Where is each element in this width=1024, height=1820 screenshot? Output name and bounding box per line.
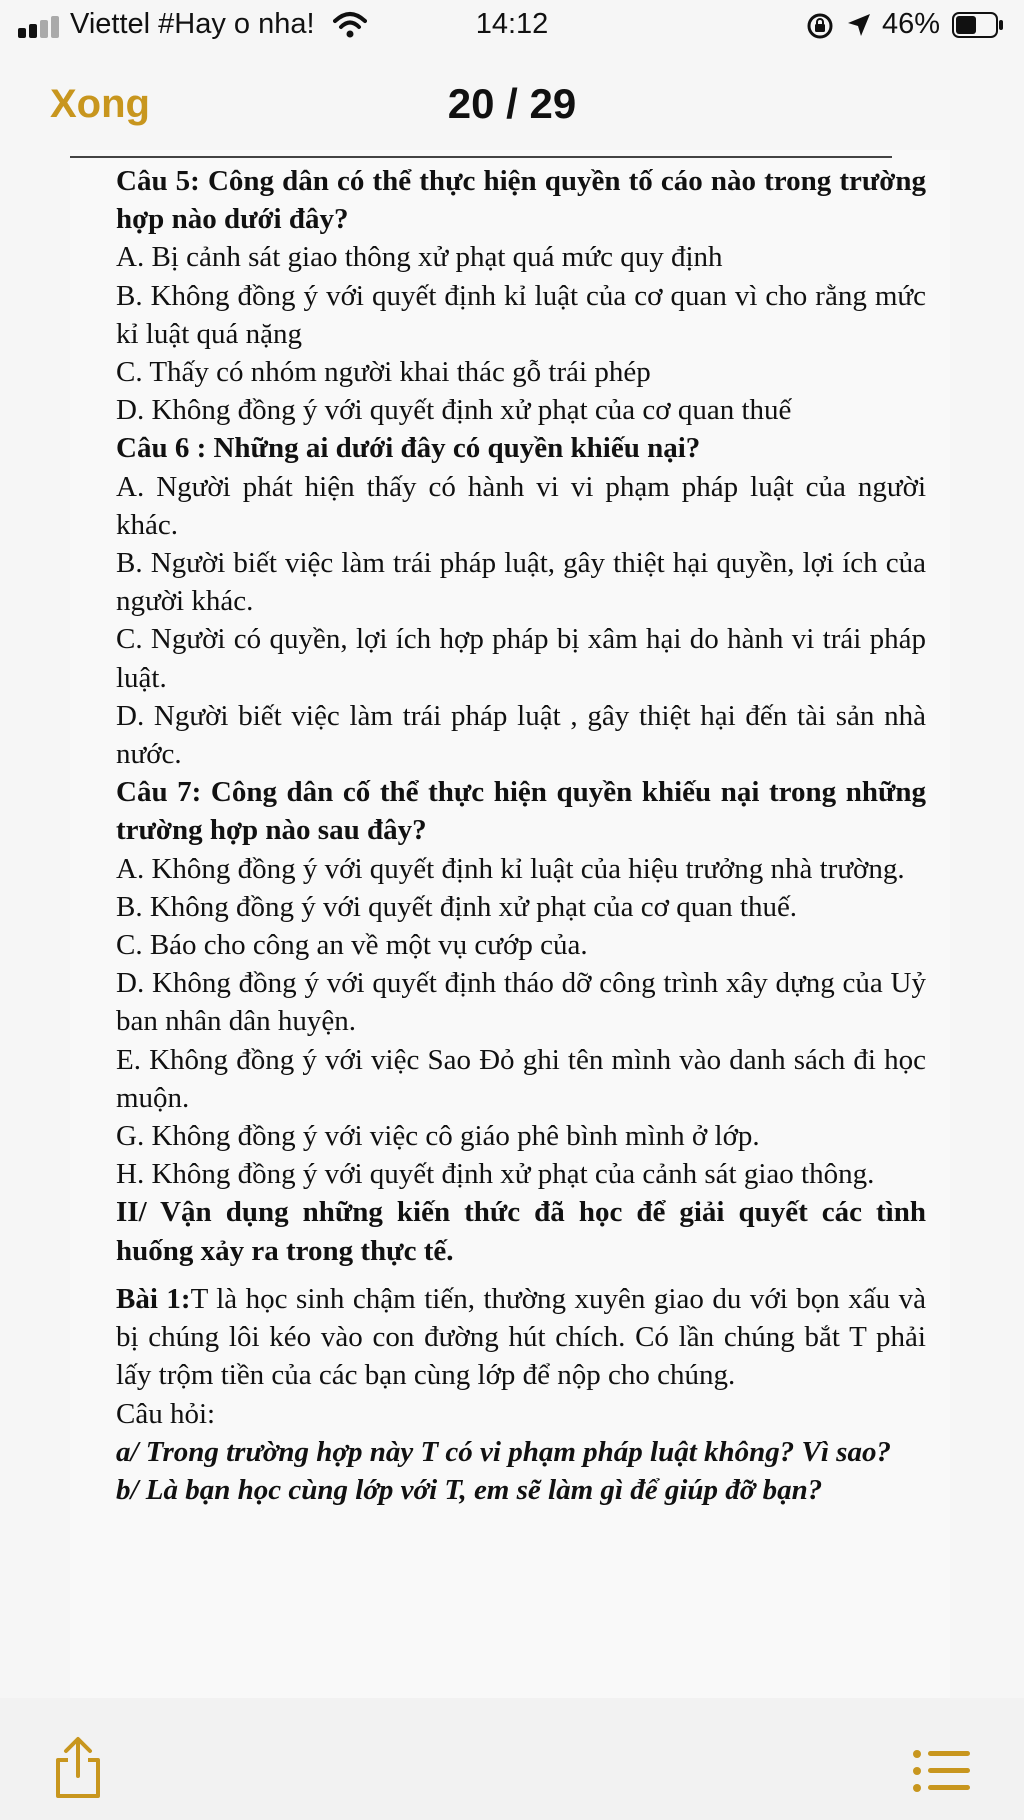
answer-line: D. Người biết việc làm trái pháp luật , gây thiệt hại đến tài sản nhà nước. [116,699,926,771]
question-line: Câu 6 : Những ai dưới đây có quyền khiếu nại? [116,432,701,465]
document-text [116,162,926,1509]
answer-line: E. Không đồng ý với việc Sao Đỏ ghi tên mình vào danh sách đi học muộn. [116,1043,926,1114]
exercise-label: Bài 1: [116,1282,191,1315]
spacer [116,1270,926,1280]
rotation-lock-icon [806,12,834,40]
answer-line: C. Báo cho công an về một vụ cướp của. [116,929,588,962]
question-line: Câu 7: Công dân cố thể thực hiện quyền khiếu nại trong những trường hợp nào sau đây? [116,776,926,847]
question-line: Câu 5: Công dân có thể thực hiện quyền tố cáo nào trong trường hợp nào dưới đây? [116,165,926,236]
answer-line: A. Bị cảnh sát giao thông xử phạt quá mức quy định [116,241,723,274]
answer-line: A. Người phát hiện thấy có hành vi vi phạm pháp luật của người khác. [116,470,926,541]
answer-line: D. Không đồng ý với quyết định tháo dỡ công trình xây dựng của Uỷ ban nhân dân huyện. [116,967,926,1038]
answer-line: B. Người biết việc làm trái pháp luật, gây thiệt hại quyền, lợi ích của người khác. [116,547,926,618]
done-button[interactable]: Xong [50,82,150,126]
clock-time: 14:12 [475,8,549,40]
document-page[interactable] [70,150,950,1698]
bottom-toolbar [0,1698,1024,1820]
share-icon[interactable] [52,1736,104,1800]
answer-line: C. Thấy có nhóm người khai thác gỗ trái phép [116,356,651,389]
list-icon[interactable] [912,1748,972,1794]
exercise-paragraph [116,1280,926,1395]
answer-line: G. Không đồng ý với việc cô giáo phê bình mình ở lớp. [116,1120,760,1153]
battery-icon [952,12,1004,38]
answer-line: C. Người có quyền, lợi ích hợp pháp bị xâm hại do hành vi trái pháp luật. [116,623,926,694]
page-top-rule [70,156,892,158]
answer-line: B. Không đồng ý với quyết định xử phạt của cơ quan thuế. [116,890,798,923]
exercise-question-b: b/ Là bạn học cùng lớp với T, em sẽ làm gì để giúp đỡ bạn? [116,1473,823,1506]
battery-percent: 46% [882,8,941,40]
page-indicator: 20 / 29 [447,80,577,127]
exercise-question-a: a/ Trong trường hợp này T có vi phạm pháp luật không? Vì sao? [116,1435,891,1468]
navigation-bar [0,52,1024,156]
answer-line: H. Không đồng ý với quyết định xử phạt của cảnh sát giao thông. [116,1158,875,1191]
answer-line: A. Không đồng ý với quyết định kỉ luật của hiệu trưởng nhà trường. [116,852,905,885]
location-arrow-icon [846,12,872,38]
status-bar [0,0,1024,52]
questions-label: Câu hỏi: [116,1397,216,1430]
exercise-body: T là học sinh chậm tiến, thường xuyên giao du với bọn xấu và bị chúng lôi kéo vào con đường hút chích. Có lần chúng bắt T phải lấy trộm tiền của các bạn cùng lớp để nộp cho chúng. [116,1282,926,1392]
answer-line: B. Không đồng ý với quyết định kỉ luật của cơ quan vì cho rằng mức kỉ luật quá nặng [116,279,926,350]
section-heading: II/ Vận dụng những kiến thức đã học để giải quyết các tình huống xảy ra trong thực tế. [116,1196,926,1267]
carrier-name: Viettel #Hay o nha! [70,8,315,40]
answer-line: D. Không đồng ý với quyết định xử phạt của cơ quan thuế [116,394,792,427]
